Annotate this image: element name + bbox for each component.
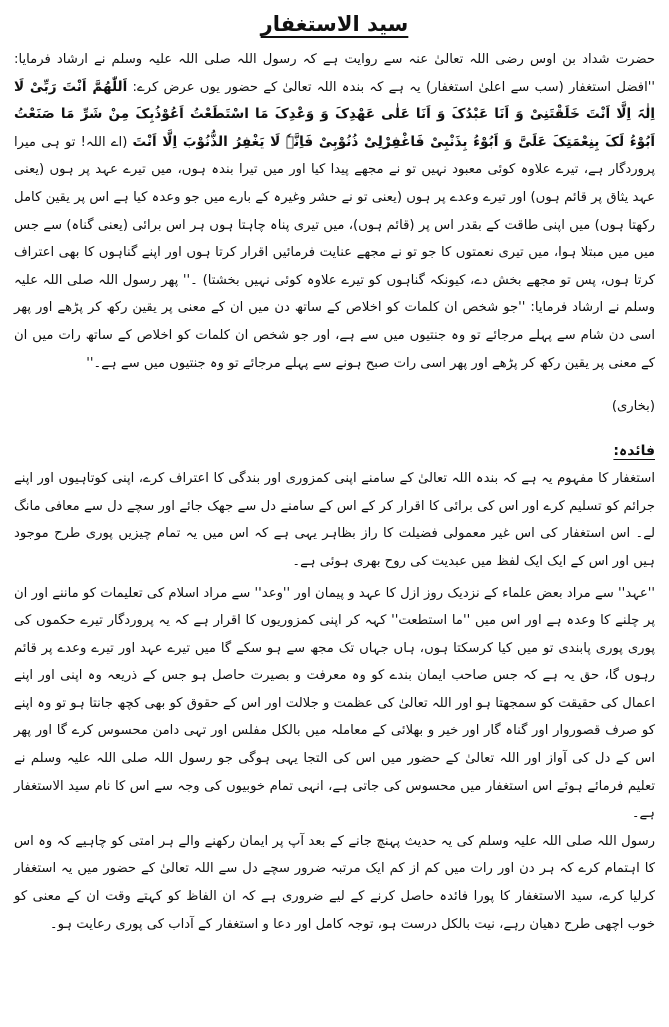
benefit-heading-text: فائدہ: bbox=[613, 443, 655, 460]
benefit-paragraph-1: استغفار کا مفہوم یہ ہے کہ بندہ اللہ تعالیٰ کے سامنے اپنی کمزوری اور بندگی کا اعتراف کرے، اپنی کوتاہیوں اور اپنے جرائم کو تسلیم کرے اور اس کی برائی کا اقرار کر کے اس کے سامنے دل سے جھک جائے اور سچے دل سے معافی مانگ لے۔ اس استغفار کی اس غیر معمولی فضیلت کا راز بظاہر یہی ہے کہ اس میں یہ تمام چیزیں پوری طرح موجود ہیں اور اس کے ایک ایک لفظ میں عبدیت کی روح بھری ہوئی ہے۔ bbox=[14, 471, 655, 569]
benefit-heading bbox=[14, 439, 655, 463]
hadith-source: (بخاری) bbox=[611, 399, 655, 415]
page-title bbox=[14, 10, 655, 38]
benefit-paragraph-2: ''عہد'' سے مراد بعض علماء کے نزدیک روز ازل کا عہد و پیمان اور ''وعد'' سے مراد اسلام کی تعلیمات کو ماننے اور ان پر چلنے کا وعدہ ہے اور اس میں ''ما استطعت'' کہہ کر اپنی کمزوریوں کا اقرار ہے کہ یہ پروردگار تیرے حکموں کی پوری پوری پابندی تو میں کیا کرسکتا ہوں، ہاں جہاں تک مجھ سے ہو سکے گا میں تیرے عہد اور تیرے وعدے پر قائم رہوں گا، حق یہ ہے کہ جس صاحب ایمان بندے کو وہ معرفت و بصیرت حاصل ہو جس کے ذریعہ وہ اپنی اور اپنے اعمال کی حقیقت کو سمجھتا ہو اور اللہ تعالیٰ کی عظمت و جلالت اور اس کے حقوق کو بھی کچھ جانتا ہو تو وہ اپنے کو صرف قصوروار اور گناہ گار اور خیر و بھلائی کے معاملہ میں بالکل مفلس اور تہی دامن محسوس کرے گا اور پھر اس کے دل کی آواز اور اللہ تعالیٰ کے حضور میں اس کی التجا یہی ہوگی جو رسول اللہ صلی اللہ علیہ وسلم نے تعلیم فرمائے ہوئے اس استغفار میں محسوس کی جاتی ہے، انہی تمام خوبیوں کی وجہ سے اس کا نام سید الاستغفار ہے۔ bbox=[14, 585, 655, 822]
hadith-arabic-dua: اَللّٰھُمَّ اَنْتَ رَبِّیْ لَا اِلٰہَ اِلَّا اَنْتَ خَلَقْتَنِیْ وَ اَنَا عَبْدُکَ وَ اَنَا عَلٰی عَھْدِکَ وَ وَعْدِکَ مَا اسْتَطَعْتُ اَعُوْذُبِکَ مِنْ شَرِّ مَا صَنَعْتُ اَبُوْءُ لَکَ بِنِعْمَتِکَ عَلَیَّ وَ اَبُوْءُ بِذَنْبِیْ فَاغْفِرْلِیْ ذُنُوْبِیْ فَاِنَّہٗ لَا یَغْفِرُ الذُّنُوْبَ اِلَّا اَنْتَ bbox=[14, 78, 656, 150]
hadith-translation: (اے اللہ! تو ہی میرا پروردگار ہے، تیرے علاوہ کوئی معبود نہیں تو نے مجھے پیدا کیا اور میں تیرا بندہ ہوں، میں تیرے عہد پر ہوں (یعنی عہد یثاق پر قائم ہوں) اور تیرے وعدے پر ہوں (یعنی تو نے حشر وغیرہ کے بارے میں جو وعدہ کیا ہے اس پر یقین کامل رکھتا ہوں) میں اپنی طاقت کے بقدر اس پر (قائم ہوں)، میں تیری پناہ چاہتا ہوں ہر اس برائی (یعنی گناہ) سے جس میں میں مبتلا ہوا، میں تیری نعمتوں کا جو تو نے مجھے عنایت فرمائیں اقرار کرتا ہوں اور اپنے گناہوں کا بھی اعتراف کرتا ہوں، پس تو مجھے بخش دے، کیونکہ گناہوں کو تیرے علاوہ کوئی نہیں بخشتا) ۔'' پھر رسول اللہ صلی اللہ علیہ وسلم نے ارشاد فرمایا: ''جو شخص ان کلمات کو اخلاص کے ساتھ دن میں ان کے معنی پر یقین رکھ کر پڑھے اور پھر اسی دن شام سے پہلے مرجائے تو وہ جنتیوں میں سے ہے، اور جو شخص ان کلمات کو اخلاص کے ساتھ رات میں ان کے معنی پر یقین رکھ کر پڑھے اور پھر اسی رات صبح ہونے سے پہلے مرجائے تو وہ جنتیوں میں سے ہے۔'' bbox=[14, 134, 655, 371]
page-title-text: سید الاستغفار bbox=[260, 12, 409, 36]
benefit-paragraph-3: رسول اللہ صلی اللہ علیہ وسلم کی یہ حدیث پہنچ جانے کے بعد آپ پر ایمان رکھنے والے ہر امتی کو چاہیے کہ وہ اس کا اہتمام کرے کہ ہر دن اور رات میں کم از کم ایک مرتبہ ضرور سچے دل سے اللہ تعالیٰ کے حضور میں یہ استغفار کرلیا کرے، سید الاستغفار کا پورا فائدہ حاصل کرنے کے لیے ضروری ہے کہ ان الفاظ کو کہتے وقت ان کے معنی کو خوب اچھی طرح دھیان رہے، نیت بالکل درست ہو، توجہ کامل اور دعا و استغفار کے آداب کی پوری رعایت ہو۔ bbox=[14, 833, 655, 932]
hadith-intro: حضرت شداد بن اوس رضی اللہ تعالیٰ عنہ سے روایت ہے کہ رسول اللہ صلی اللہ علیہ وسلم نے ارشاد فرمایا: ''افضل استغفار (سب سے اعلیٰ استغفار) یہ ہے کہ بندہ اللہ تعالیٰ کے حضور یوں عرض کرے: bbox=[14, 52, 655, 95]
hadith-paragraph bbox=[14, 46, 655, 377]
